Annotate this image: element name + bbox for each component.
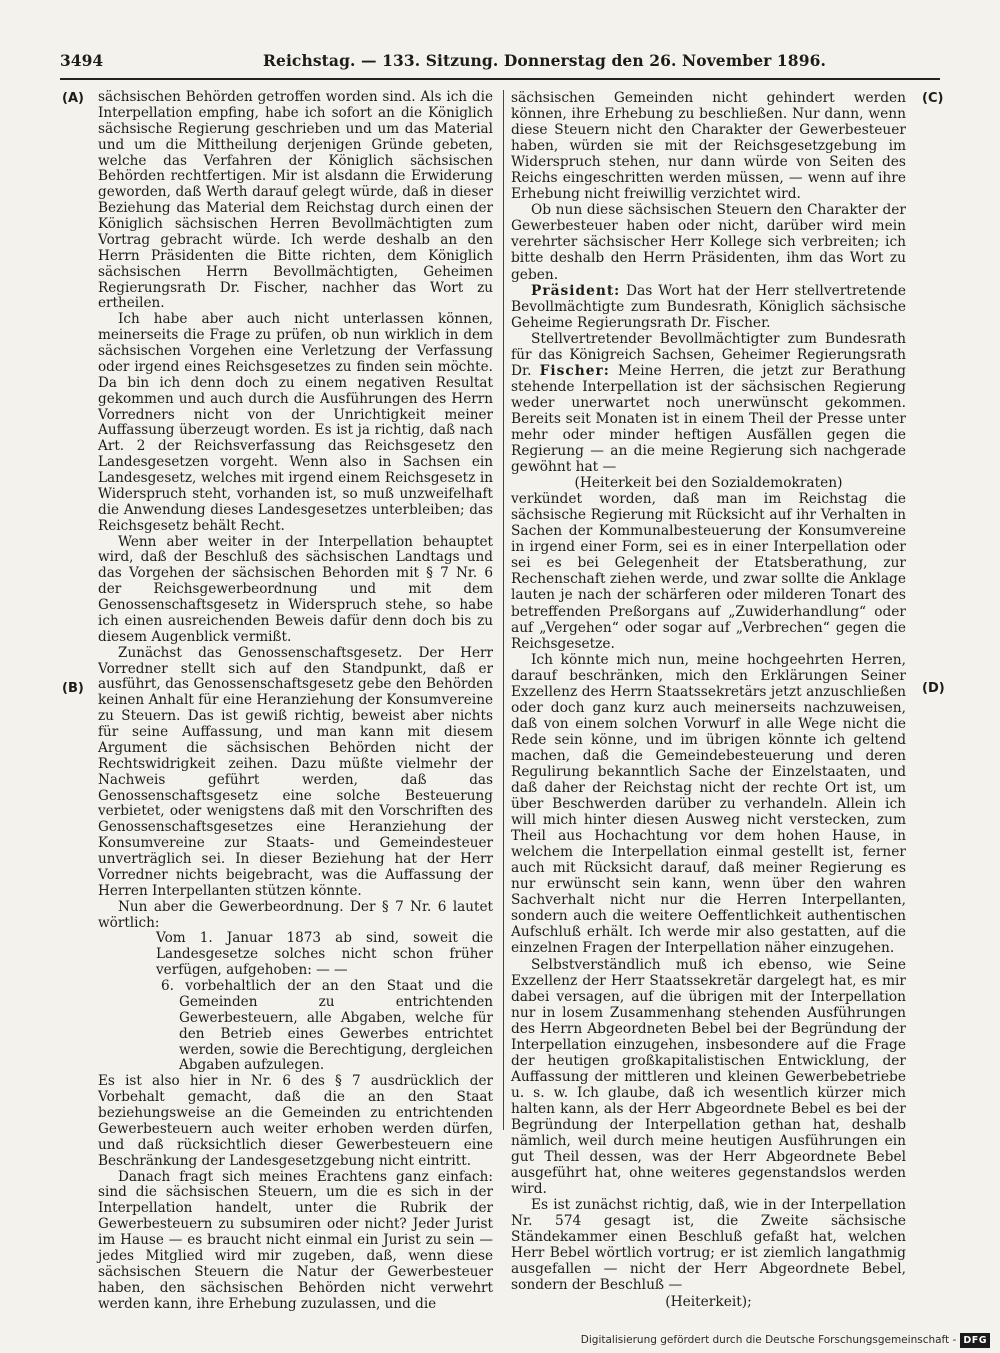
page-header (60, 47, 940, 77)
paragraph: Ob nun diese sächsischen Steuern den Charakter der Gewerbesteuer haben oder nicht, darüber wird mein verehrter sächsischer Herr Kollege sich verbreiten; ich bitte deshalb den Herrn Präsidenten, ihm das Wort zu geben. (511, 202, 906, 283)
paragraph: verkündet worden, daß man im Reichstag die sächsische Regierung mit Rücksicht auf ihr Verhalten in Sachen der Kommunalbesteuerung der Konsumvereine in irgend einer Form, sei es in einer Interpellation oder sei es bei Gelegenheit der Etatsberathung, zur Rechenschaft ziehen werde, und zwar sollte die Anklage lauten je nach der schärferen oder milderen Tonart des betreffenden Preßorgans auf „Zuwiderhandlung“ oder auf „Vergehen“ oder sogar auf „Verbrechen“ gegen die Reichsgesetze. (511, 491, 906, 652)
paragraph: Zunächst das Genossenschaftsgesetz. Der Herr Vorredner stellt sich auf den Standpunkt, daß er ausführt, das Genossenschaftsgesetz gebe den Behörden keinen Anhalt für eine Heranziehung der Konsumvereine zu Steuern. Das ist gewiß richtig, beweist aber nichts für seine Auffassung, und man kann mit diesem Argument die sächsischen Behörden nicht der Rechtswidrigkeit zeihen. Dazu müßte vielmehr der Nachweis geführt werden, daß das Genossenschaftsgesetz eine solche Besteuerung verbietet, oder wenigstens daß mit den Vorschriften des Genossenschaftsgesetzes eine Heranziehung der Konsumvereine zur Staats- und Gemeindesteuer unverträglich sei. In dieser Beziehung hat der Herr Vorredner nichts beigebracht, was die Auffassung der Herren Interpellanten stützen könnte. (98, 644, 493, 899)
statute-quote: Vom 1. Januar 1873 ab sind, soweit die Landesgesetze solches nicht schon früher verfügen, aufgehoben: — — (156, 930, 493, 979)
interjection: (Heiterkeit bei den Sozialdemokraten) (574, 475, 843, 492)
margin-marker-a: (A) (62, 91, 84, 106)
page-number: 3494 (60, 51, 104, 70)
footer-text: Digitalisierung gefördert durch die Deutsche Forschungsgemeinschaft - (580, 1334, 957, 1346)
running-head: Reichstag. — 133. Sitzung. Donnerstag den 26. November 1896. (263, 51, 826, 70)
speaker-name: Präsident: (531, 282, 621, 299)
statute-list-item: 6. vorbehaltlich der an den Staat und die Gemeinden zu entrichtenden Gewerbesteuern, alle Abgaben, welche für den Betrieb eines Gewerbes entrichtet werden, sowie die Berechtigung, dergleichen Abgaben aufzulegen. (161, 978, 493, 1074)
digitization-footer (581, 1330, 990, 1350)
paragraph: Wenn aber weiter in der Interpellation behauptet wird, daß der Beschluß des sächsischen Landtags und das Vorgehen der sächsischen Behorden mit § 7 Nr. 6 der Reichsgewerbeordnung und mit dem Genossenschaftsgesetz in Widerspruch stehe, so habe ich einen ausreichenden Beweis dafür denn doch bis zu diesem Augenblick vermißt. (98, 533, 493, 645)
paragraph: Es ist zunächst richtig, daß, wie in der Interpellation Nr. 574 gesagt ist, die Zweite sächsische Ständekammer einen Beschluß gefaßt hat, welchen Herr Bebel wörtlich vortrug; er ist ziemlich langathmig ausgefallen — nicht der Herr Abgeordnete Bebel, sondern der Beschluß — (511, 1197, 906, 1294)
left-column (98, 90, 493, 1312)
margin-marker-c: (C) (922, 91, 944, 106)
paragraph: Danach fragt sich meines Erachtens ganz einfach: sind die sächsischen Steuern, um die es sich in der Interpellation handelt, unter die Rubrik der Gewerbesteuern zu subsumiren oder nicht? Jeder Jurist im Hause — es braucht nicht einmal ein Jurist zu sein — jedes Mitglied wird mir zugeben, daß, wenn diese sächsischen Steuern die Natur der Gewerbesteuer haben, den sächsischen Behörden nicht verwehrt werden kann, ihre Erhebung zuzulassen, und die (98, 1168, 493, 1312)
speech-text: Das Wort hat der Herr stellvertretende Bevollmächtigte zum Bundesrath, Königlich sächsische Geheime Regierungsrath Dr. Fischer. (511, 282, 906, 331)
paragraph: sächsischen Gemeinden nicht gehindert werden können, ihre Erhebung zu beschließen. Nur dann, wenn diese Steuern nicht den Charakter der Gewerbesteuer haben, würden sie mit der Reichsgesetzgebung im Widerspruch stehen, nur dann würde von Seiten des Reichs eingeschritten werden müssen, — wenn auf ihre Erhebung nicht freiwillig verzichtet wird. (511, 90, 906, 203)
column-divider (503, 90, 504, 1130)
margin-marker-b: (B) (62, 681, 84, 696)
paragraph (511, 283, 906, 331)
margin-marker-d: (D) (922, 681, 945, 696)
paragraph: Selbstverständlich muß ich ebenso, wie Seine Exzellenz der Herr Staatssekretär dargelegt hat, es mir dabei versagen, auf die übrigen mit der Interpellation nur in losem Zusammenhang stehenden Ausführungen des Herrn Abgeordneten Bebel bei der Begründung der Interpellation einzugehen, insbesondere auf die Frage der heutigen großkapitalistischen Entwicklung, der Auffassung der mittleren und kleinen Gewerbebetriebe u. s. w. Ich glaube, daß ich wesentlich kürzer mich halten kann, als der Herr Abgeordnete Bebel es bei der Begründung der Interpellation gethan hat, deshalb nämlich, weil durch meine heutigen Ausführungen ein gut Theil dessen, was der Herr Abgeordnete Bebel ausgeführt hat, ohne weiteres gegenstandslos werden wird. (511, 956, 906, 1198)
paragraph: Ich habe aber auch nicht unterlassen können, meinerseits die Frage zu prüfen, ob nun wirklich in dem sächsischen Vorgehen eine Verletzung der Verfassung oder irgend eines Reichsgesetzes zu finden sein möchte. Da bin ich denn doch zu einem negativen Resultat gekommen und auch durch die Ausführungen des Herrn Vorredners nicht von der Unrichtigkeit meiner Auffassung überzeugt worden. Es ist ja richtig, daß nach Art. 2 der Reichsverfassung das Reichsgesetz den Landesgesetzen vorgeht. Wenn also in Sachsen ein Landesgesetz, welches mit irgend einem Reichsgesetz in Widerspruch steht, vorhanden ist, so muß unzweifelhaft die Anwendung dieses Landesgesetzes unterbleiben; das Reichsgesetz behält Recht. (98, 311, 493, 534)
right-column (511, 90, 906, 1310)
paragraph: Es ist also hier in Nr. 6 des § 7 ausdrücklich der Vorbehalt gemacht, daß die an den Staat beziehungsweise an die Gemeinden zu entrichtenden Gewerbesteuern auch weiter erhoben werden dürfen, und daß rücksichtlich dieser Gewerbesteuern eine Beschränkung der Landesgesetzgebung nicht eintritt. (98, 1073, 493, 1169)
paragraph: Ich könnte mich nun, meine hochgeehrten Herren, darauf beschränken, mich den Erklärungen Seiner Exzellenz des Herrn Staatssekretärs jetzt anzuschließen oder doch ganz kurz auch meinerseits nachzuweisen, daß von einem solchen Vorwurf in alle Wege nicht die Rede sein könne, und im übrigen könnte ich geltend machen, daß die Gemeindebesteuerung und deren Regulirung bekanntlich Sache der Einzelstaaten, und daß daher der Reichstag nicht der rechte Ort ist, um über Beschwerden darüber zu verhandeln. Allein ich will mich hinter diesen Ausweg nicht verstecken, zum Theil aus Hochachtung vor dem hohen Hause, in welchem die Interpellation einmal gestellt ist, ferner auch mit Rücksicht darauf, daß meiner Regierung es nur erwünscht sein kann, wenn über den wahren Sachverhalt nicht nur die Herren Interpellanten, sondern auch die weitere Oeffentlichkeit authentischen Aufschluß erhält. Ich werde mir also gestatten, auf die einzelnen Fragen der Interpellation näher einzugehen. (511, 651, 906, 957)
paragraph: Nun aber die Gewerbeordnung. Der § 7 Nr. 6 lautet wörtlich: (98, 898, 493, 931)
header-rule (60, 78, 940, 80)
speaker-title: Stellvertretender Bevollmächtigter zum Bundesrath für das Königreich Sachsen, Geheimer Regierungsrath Dr. (511, 330, 906, 379)
interjection: (Heiterkeit); (665, 1293, 752, 1310)
paragraph: sächsischen Behörden getroffen worden sind. Als ich die Interpellation empfing, habe ich sofort an die Königlich sächsische Regierung geschrieben und um das Material und um die Mittheilung derjenigen Gründe gebeten, welche das Verfahren der Königlich sächsischen Behörden rechtfertigen. Mir ist alsdann die Erwiderung geworden, daß Werth darauf gelegt würde, daß in dieser Beziehung das Material dem Reichstag durch einen der Königlich sächsischen Herren Bevollmächtigten zum Vortrag gebracht würde. Ich werde deshalb an den Herrn Präsidenten die Bitte richten, dem Königlich sächsischen Herrn Bevollmächtigten, Geheimen Regierungsrath Dr. Fischer, nachher das Wort zu ertheilen. (98, 89, 493, 312)
paragraph (511, 331, 906, 475)
speaker-name: Fischer: (539, 362, 610, 379)
speech-text: Meine Herren, die jetzt zur Berathung stehende Interpellation ist der sächsischen Regierung weder unerwartet noch unerwünscht gekommen. Bereits seit Monaten ist in einem Theil der Presse unter mehr oder minder heftigen Ausfällen gegen die Regierung — an die meine Regierung sich nachgerade gewöhnt hat — (511, 362, 906, 476)
dfg-logo: DFG (960, 1333, 990, 1348)
